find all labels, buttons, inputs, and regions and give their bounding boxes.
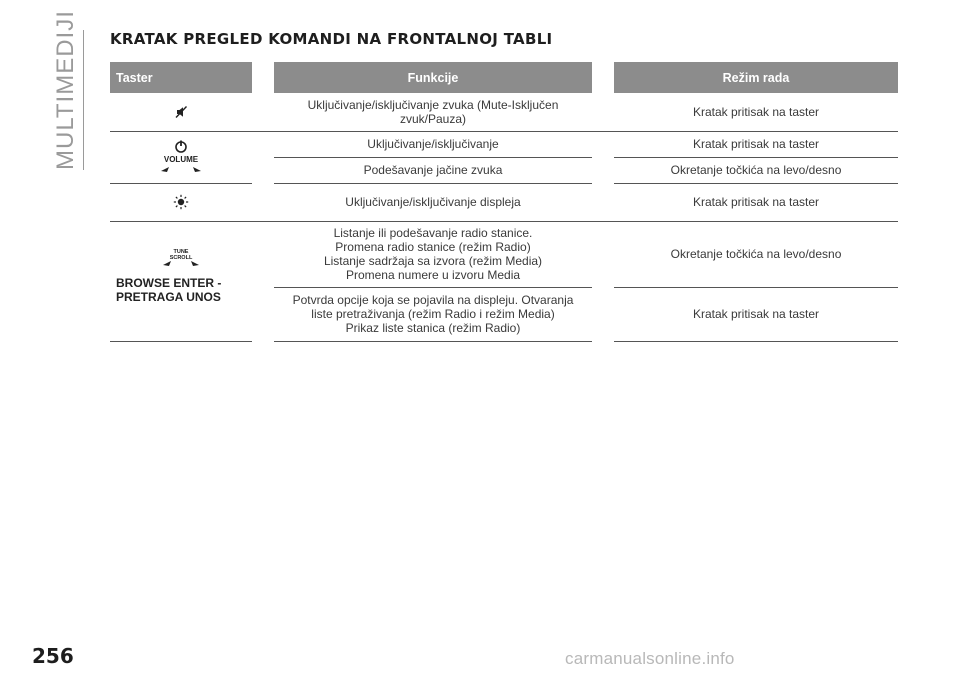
page-title: KRATAK PREGLED KOMANDI NA FRONTALNOJ TABLI (110, 30, 553, 48)
table-header-row (110, 62, 898, 93)
key-label-pretraga-unos: PRETRAGA UNOS (116, 289, 221, 304)
table-row (110, 131, 898, 157)
watermark: carmanualsonline.info (565, 649, 735, 668)
mode-cell: Kratak pritisak na taster (614, 131, 898, 157)
scroll-label: SCROLL (169, 254, 193, 261)
key-label-browse-enter: BROWSE ENTER - (116, 275, 222, 290)
section-label: MULTIMEDIJI (52, 10, 79, 170)
key-cell (110, 183, 252, 221)
mode-cell: Kratak pritisak na taster (614, 183, 898, 221)
header-funkcije: Funkcije (274, 62, 592, 93)
mode-cell: Kratak pritisak na taster (614, 287, 898, 341)
key-cell (110, 131, 252, 183)
table-row (110, 221, 898, 287)
mode-cell: Okretanje točkića na levo/desno (614, 221, 898, 287)
mode-cell: Okretanje točkića na levo/desno (614, 157, 898, 183)
function-cell: Uključivanje/isključivanje displeja (274, 183, 592, 221)
section-rule (83, 30, 84, 170)
function-cell: Podešavanje jačine zvuka (274, 157, 592, 183)
table-row (110, 93, 898, 131)
power-volume-knob-icon (157, 139, 205, 175)
tune-label: TUNE (173, 248, 189, 255)
mute-icon (174, 105, 188, 119)
table-row (110, 183, 898, 221)
key-cell (110, 93, 252, 131)
function-cell: Listanje ili podešavanje radio stanice. Promena radio stanice (režim Radio) Listanje sadržaja sa izvora (režim Media) Promena numere u izvoru Media (274, 221, 592, 287)
tune-scroll-knob-icon (157, 246, 205, 268)
commands-table (110, 62, 898, 342)
mode-cell: Kratak pritisak na taster (614, 93, 898, 131)
header-taster: Taster (110, 62, 252, 93)
display-brightness-icon (173, 194, 189, 210)
function-cell: Potvrda opcije koja se pojavila na displeju. Otvaranja liste pretraživanja (režim Radio i režim Media) Prikaz liste stanica (režim Radio) (274, 287, 592, 341)
key-cell (110, 221, 252, 341)
function-cell: Uključivanje/isključivanje zvuka (Mute-Isključen zvuk/Pauza) (274, 93, 592, 131)
page-number: 256 (32, 644, 74, 668)
header-rezim-rada: Režim rada (614, 62, 898, 93)
volume-label: VOLUME (163, 155, 199, 164)
function-cell: Uključivanje/isključivanje (274, 131, 592, 157)
